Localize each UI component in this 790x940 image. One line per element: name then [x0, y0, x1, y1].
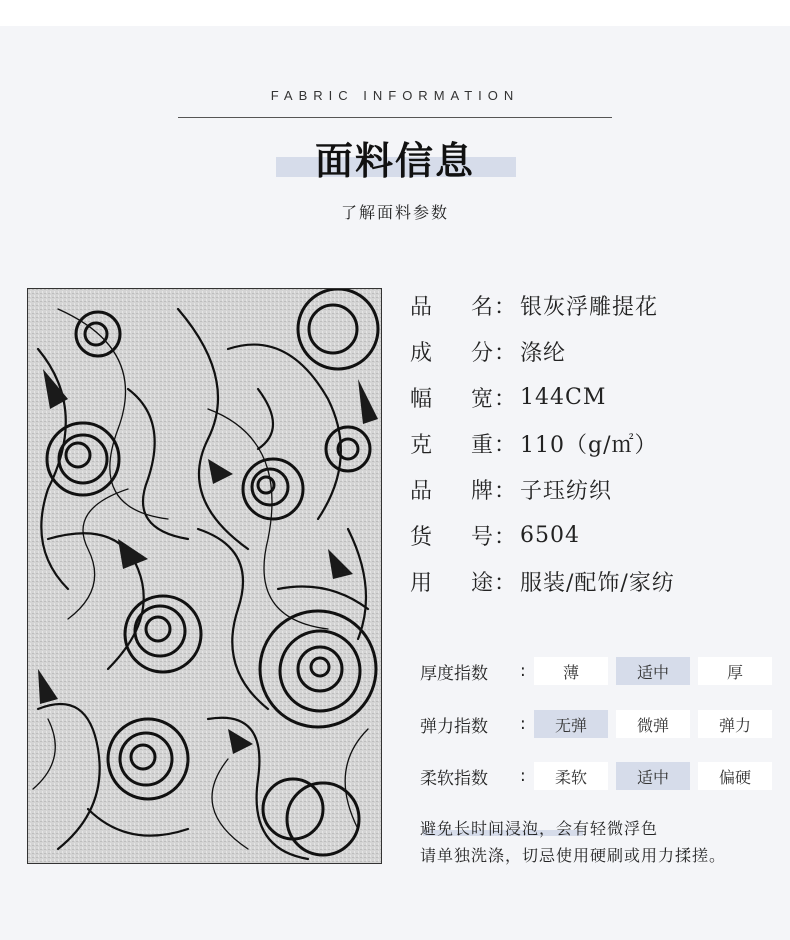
spec-value: 服装/配饰/家纺 — [520, 570, 675, 596]
index-colon: : — [520, 766, 526, 786]
index-option: 弹力 — [698, 710, 772, 738]
softness-index — [420, 761, 780, 791]
spec-colon: ： — [494, 386, 518, 412]
spec-value: 110（g/㎡） — [520, 432, 658, 458]
spec-list — [410, 282, 675, 604]
index-colon: : — [520, 661, 526, 681]
spec-row-weight — [410, 420, 675, 466]
spec-colon: ： — [494, 340, 518, 366]
index-label: 柔软指数 — [420, 768, 488, 789]
spec-value: 涤纶 — [520, 340, 567, 366]
index-option: 柔软 — [534, 762, 608, 790]
spec-row-width — [410, 374, 675, 420]
spec-label: 用途 — [410, 570, 494, 596]
spec-label: 货号 — [410, 524, 494, 550]
eyebrow-text: FABRIC INFORMATION — [270, 88, 520, 103]
spec-value: 银灰浮雕提花 — [520, 294, 659, 320]
spec-label: 成分 — [410, 340, 494, 366]
index-option: 适中 — [616, 762, 690, 790]
index-option: 偏硬 — [698, 762, 772, 790]
index-label: 弹力指数 — [420, 716, 488, 737]
top-band — [0, 0, 790, 26]
spec-value: 6504 — [520, 522, 580, 548]
spec-colon: ： — [494, 524, 518, 550]
index-colon: : — [520, 714, 526, 734]
index-option: 适中 — [616, 657, 690, 685]
page-title: 面料信息 — [314, 139, 475, 183]
spec-row-composition — [410, 328, 675, 374]
spec-label: 品名 — [410, 294, 494, 320]
spec-colon: ： — [494, 570, 518, 596]
index-option: 厚 — [698, 657, 772, 685]
care-note-line-1: 避免长时间浸泡，会有轻微浮色 — [420, 819, 659, 838]
spec-row-brand — [410, 466, 675, 512]
spec-row-name — [410, 282, 675, 328]
spec-row-item-number — [410, 512, 675, 558]
care-note-line-2: 请单独洗涤，切忌使用硬刷或用力揉搓。 — [420, 846, 727, 865]
index-option: 薄 — [534, 657, 608, 685]
spec-value: 子珏纺织 — [520, 478, 613, 504]
spec-row-usage — [410, 558, 675, 604]
header-divider — [178, 117, 612, 118]
spec-label: 幅宽 — [410, 386, 494, 412]
spec-label: 品牌 — [410, 478, 494, 504]
index-option: 无弹 — [534, 710, 608, 738]
spec-colon: ： — [494, 478, 518, 504]
elasticity-index — [420, 709, 780, 739]
index-label: 厚度指数 — [420, 663, 488, 684]
rose-jacquard-pattern — [28, 289, 382, 864]
spec-colon: ： — [494, 294, 518, 320]
spec-colon: ： — [494, 432, 518, 458]
index-option: 微弹 — [616, 710, 690, 738]
spec-value: 144CM — [520, 384, 607, 410]
thickness-index — [420, 656, 780, 686]
fabric-swatch-image — [27, 288, 382, 864]
spec-label: 克重 — [410, 432, 494, 458]
page-subtitle: 了解面料参数 — [340, 203, 449, 222]
